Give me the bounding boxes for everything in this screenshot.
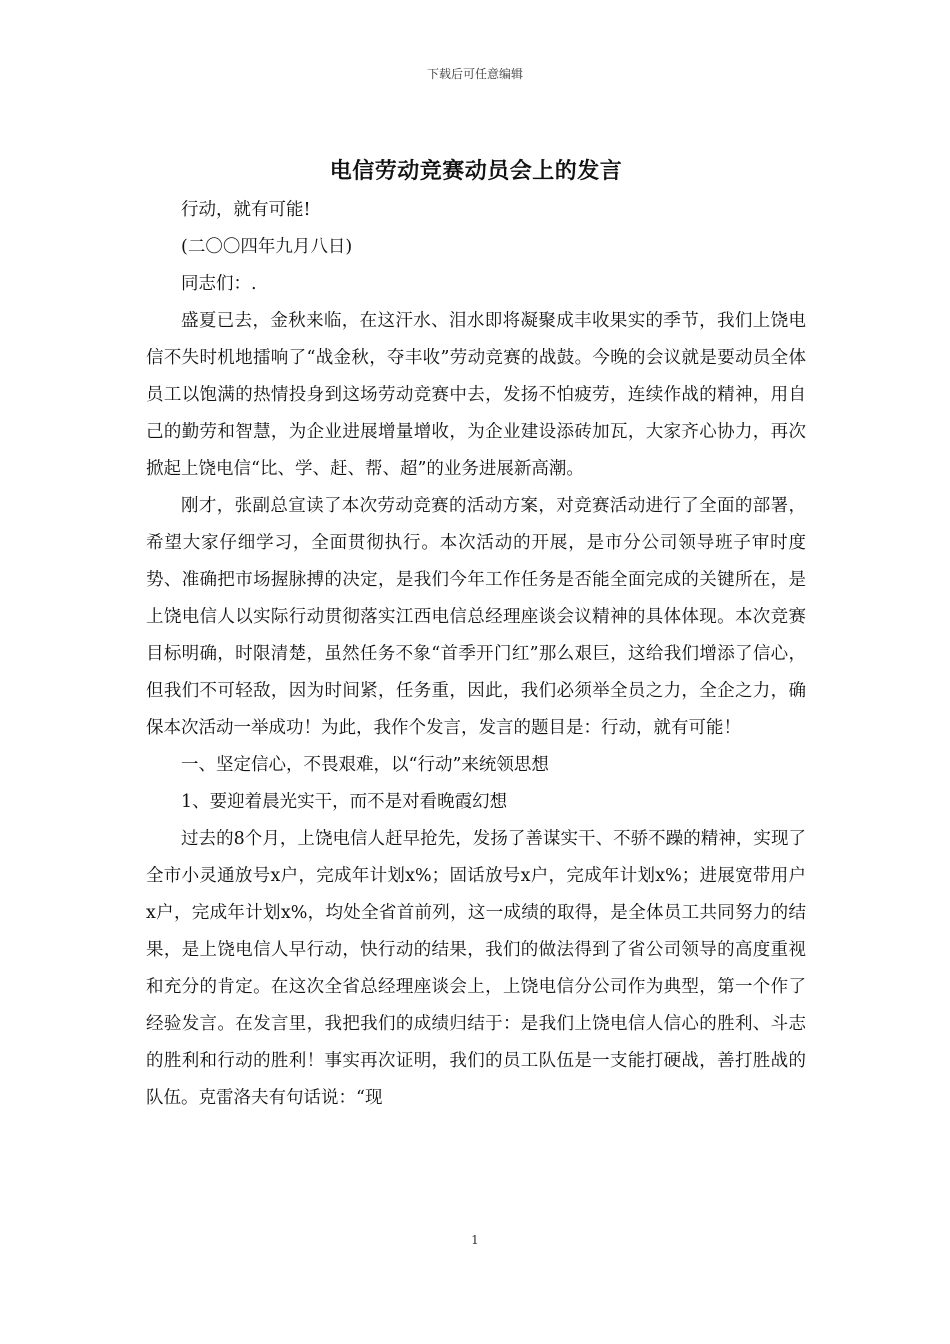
paragraph-body: 盛夏已去，金秋来临，在这汗水、泪水即将凝聚成丰收果实的季节，我们上饶电信不失时机地擂响了“战金秋，夺丰收”劳动竞赛的战鼓。今晚的会议就是要动员全体员工以饱满的热情投身到这场劳动竞赛中去，发扬不怕疲劳，连续作战的精神，用自己的勤劳和智慧，为企业进展增量增收，为企业建设添砖加瓦，大家齐心协力，再次掀起上饶电信“比、学、赶、帮、超”的业务进展新高潮。 xyxy=(146,311,806,479)
paragraph-body: 过去的8个月，上饶电信人赶早抢先，发扬了善谋实干、不骄不躁的精神，实现了全市小灵通放号x户，完成年计划x%；固话放号x户，完成年计划x%；进展宽带用户x户，完成年计划x%，均处全省首前列，这一成绩的取得，是全体员工共同努力的结果，是上饶电信人早行动，快行动的结果，我们的做法得到了省公司领导的高度重视和充分的肯定。在这次全省总经理座谈会上，上饶电信分公司作为典型，第一个作了经验发言。在发言里，我把我们的成绩归结于：是我们上饶电信人信心的胜利、斗志的胜利和行动的胜利！事实再次证明，我们的员工队伍是一支能打硬战，善打胜战的队伍。克雷洛夫有句话说：“现 xyxy=(146,829,806,1108)
paragraph-body: 刚才，张副总宣读了本次劳动竞赛的活动方案，对竞赛活动进行了全面的部署，希望大家仔细学习，全面贯彻执行。本次活动的开展，是市分公司领导班子审时度势、准确把市场握脉搏的决定，是我们今年工作任务是否能全面完成的关键所在，是上饶电信人以实际行动贯彻落实江西电信总经理座谈会议精神的具体体现。本次竞赛目标明确，时限清楚，虽然任务不象“首季开门红”那么艰巨，这给我们增添了信心，但我们不可轻敌，因为时间紧，任务重，因此，我们必须举全员之力，全企之力，确保本次活动一举成功！为此，我作个发言，发言的题目是：行动，就有可能！ xyxy=(146,496,806,738)
document-body xyxy=(146,150,806,1117)
page-number: 1 xyxy=(471,1233,479,1247)
paragraph-slogan: 行动，就有可能! xyxy=(181,200,311,220)
page-header: 下载后可任意编辑 xyxy=(426,67,523,81)
section-heading: 一、坚定信心，不畏艰难，以“行动”来统领思想 xyxy=(181,755,549,775)
document-title: 电信劳动竞赛动员会上的发言 xyxy=(329,158,623,184)
subsection-heading: 1、要迎着晨光实干，而不是对看晚霞幻想 xyxy=(181,792,508,812)
paragraph-salutation: 同志们：. xyxy=(181,274,257,294)
paragraph-date: (二〇〇四年九月八日) xyxy=(181,237,353,257)
